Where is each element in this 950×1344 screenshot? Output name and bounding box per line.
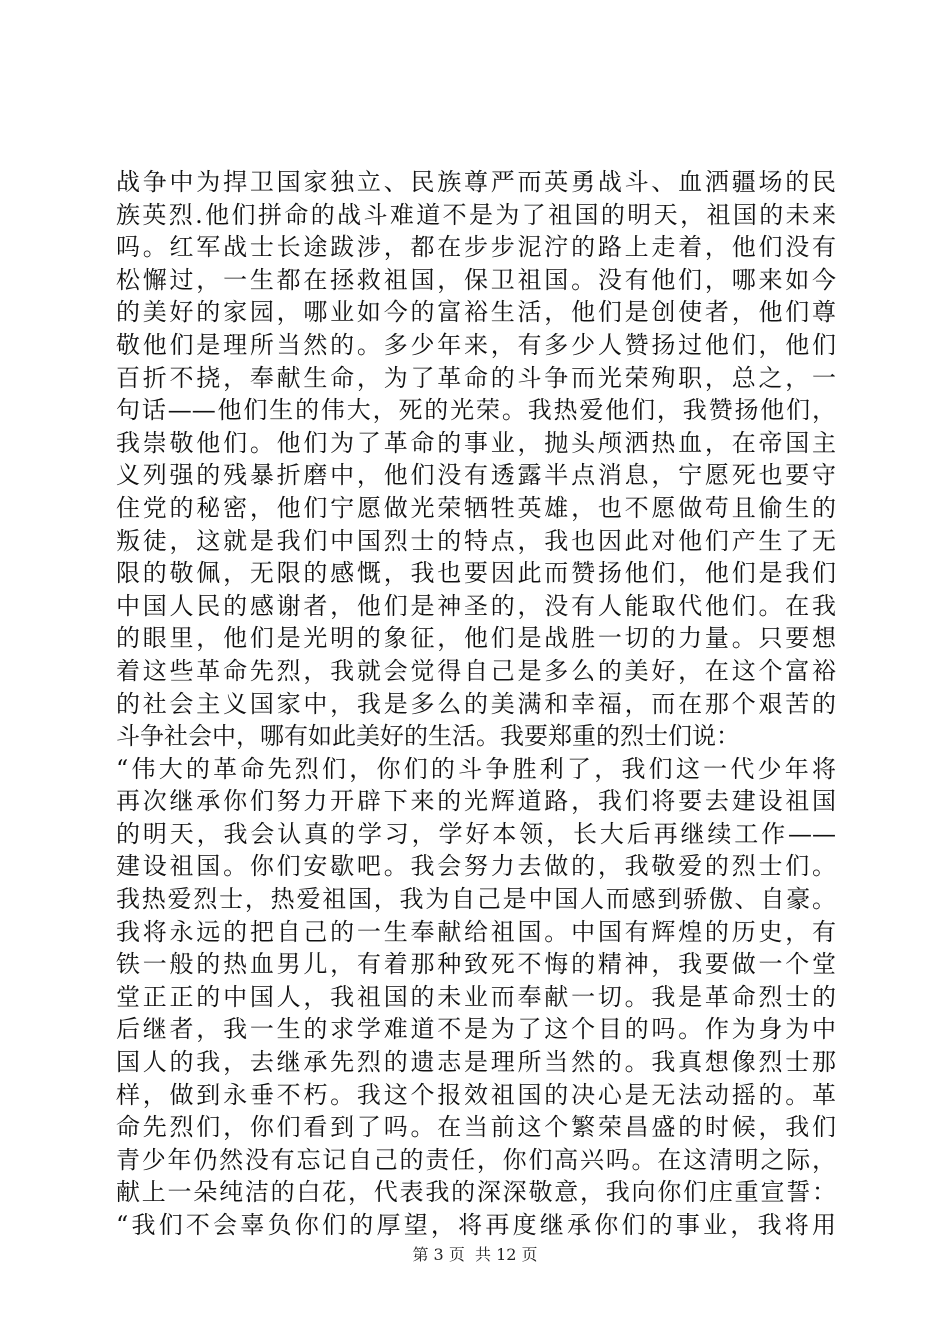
- text-line: 献上一朵纯洁的白花，代表我的深深敬意，我向你们庄重宣誓：: [116, 1178, 836, 1207]
- text-line: 建设祖国。你们安歇吧。我会努力去做的，我敬爱的烈士们。: [116, 852, 836, 881]
- text-line: 我将永远的把自己的一生奉献给祖国。中国有辉煌的历史，有: [116, 917, 836, 946]
- text-line: 百折不挠，奉献生命，为了革命的斗争而光荣殉职，总之，一: [116, 363, 836, 392]
- text-line: 青少年仍然没有忘记自己的责任，你们高兴吗。在这清明之际，: [116, 1145, 836, 1174]
- text-line: 中国人民的感谢者，他们是神圣的，没有人能取代他们。在我: [116, 591, 836, 620]
- text-line: 铁一般的热血男儿，有着那种致死不悔的精神，我要做一个堂: [116, 950, 836, 979]
- text-line: 义列强的残暴折磨中，他们没有透露半点消息，宁愿死也要守: [116, 461, 836, 490]
- text-line: 族英烈.他们拼命的战斗难道不是为了祖国的明天，祖国的未来: [116, 200, 836, 229]
- text-line: “我们不会辜负你们的厚望，将再度继承你们的事业，我将用: [116, 1211, 836, 1239]
- text-line: 限的敬佩，无限的感慨，我也要因此而赞扬他们，他们是我们: [116, 559, 836, 588]
- text-line: 命先烈们，你们看到了吗。在当前这个繁荣昌盛的时候，我们: [116, 1113, 836, 1142]
- text-line: 样，做到永垂不朽。我这个报效祖国的决心是无法动摇的。革: [116, 1080, 836, 1109]
- text-line: 敬他们是理所当然的。多少年来，有多少人赞扬过他们，他们: [116, 330, 836, 359]
- text-line: 的明天，我会认真的学习，学好本领，长大后再继续工作——: [116, 819, 836, 848]
- text-line: 的社会主义国家中，我是多么的美满和幸福，而在那个艰苦的: [116, 689, 836, 718]
- text-line: 的美好的家园，哪业如今的富裕生活，他们是创使者，他们尊: [116, 298, 836, 327]
- text-line: 国人的我，去继承先烈的遗志是理所当然的。我真想像烈士那: [116, 1048, 836, 1077]
- text-line: 句话——他们生的伟大，死的光荣。我热爱他们，我赞扬他们，: [116, 396, 836, 425]
- text-line: 住党的秘密，他们宁愿做光荣牺牲英雄，也不愿做苟且偷生的: [116, 493, 836, 522]
- text-line: 叛徒，这就是我们中国烈士的特点，我也因此对他们产生了无: [116, 526, 836, 555]
- body-text: [116, 166, 836, 1242]
- text-line: 后继者，我一生的求学难道不是为了这个目的吗。作为身为中: [116, 1015, 836, 1044]
- text-line: “伟大的革命先烈们，你们的斗争胜利了，我们这一代少年将: [116, 754, 836, 783]
- text-line: 我崇敬他们。他们为了革命的事业，抛头颅洒热血，在帝国主: [116, 428, 836, 457]
- text-line: 着这些革命先烈，我就会觉得自己是多么的美好，在这个富裕: [116, 656, 836, 685]
- text-line: 吗。红军战士长途跋涉，都在步步泥泞的路上走着，他们没有: [116, 233, 836, 262]
- text-line: 斗争社会中，哪有如此美好的生活。我要郑重的烈士们说：: [116, 722, 740, 751]
- text-line: 堂正正的中国人，我祖国的未业而奉献一切。我是革命烈士的: [116, 982, 836, 1011]
- text-line: 的眼里，他们是光明的象征，他们是战胜一切的力量。只要想: [116, 624, 836, 653]
- text-line: 我热爱烈士，热爱祖国，我为自己是中国人而感到骄傲、自豪。: [116, 885, 836, 914]
- text-line: 再次继承你们努力开辟下来的光辉道路，我们将要去建设祖国: [116, 787, 836, 816]
- page-footer: 第 3 页 共 12 页: [412, 1245, 538, 1264]
- text-line: 松懈过，一生都在拯救祖国，保卫祖国。没有他们，哪来如今: [116, 265, 836, 294]
- text-line: 战争中为捍卫国家独立、民族尊严而英勇战斗、血洒疆场的民: [116, 168, 836, 196]
